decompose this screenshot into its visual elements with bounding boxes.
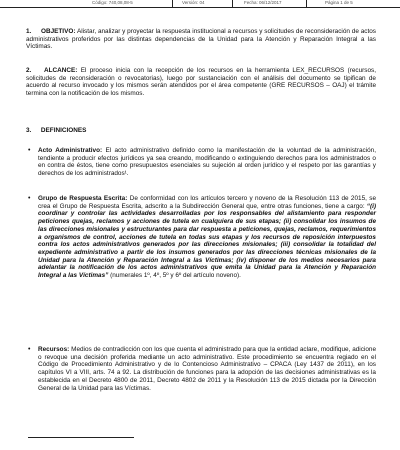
section-title: ALCANCE:	[44, 67, 78, 74]
header-version: Versión: 04	[182, 0, 205, 5]
section-number: 3.	[26, 127, 32, 134]
bullet-icon: •	[28, 147, 31, 154]
header-code: Código: 740,08,08-5	[92, 0, 133, 5]
definition-text: El acto administrativo definido como la manifestación de la voluntad de la administración, tendiente a producir efectos jurídicos ya sea creando, modificando o extinguiendo derechos para los administrados o en contra de éstos, tiene como presupuestos esenciales su sujeción al orden jurídico y el respeto por las garantías y derechos de los administrados¹.	[38, 147, 376, 178]
header-date: Fecha: 06/12/2017	[244, 0, 282, 5]
definition-term: Acto Administrativo:	[38, 147, 103, 154]
definition-grupo-respuesta	[38, 195, 376, 280]
definition-quote: “(i) coordinar y controlar las actividades desarrolladas por los responsables del alistamiento para responder peticiones quejas, reclamos y acciones de tutela en cualquiera de sus etapas; (ii) consolidar los insumos de las direcciones misionales y estructurantes para dar respuesta a peticiones, quejas, reclamos, requerimientos a organismos de control, acciones de tutela en todas sus etapas y los recursos de reposición interpuestos contra los actos administrativos generados por las direcciones misionales; (iii) consolidar la totalidad del expediente administrativo a partir de los insumos generados por las direcciones técnicas misionales de la Unidad para la Atención y Reparación Integral a las Víctimas; (iv) disponer de los medios necesarios para adelantar la notificación de los actos administrativos que emita la Unidad para la Atención y Reparación Integral a las Víctimas”	[38, 202, 376, 280]
definition-acto-administrativo	[38, 147, 376, 178]
section-title: DEFINICIONES	[40, 127, 87, 134]
document-header	[0, 0, 400, 8]
definition-term: Grupo de Respuesta Escrita:	[38, 195, 128, 202]
definition-text: Medios de contradicción con los que cuenta el administrado para que la entidad aclare, modifique, adicione o revoque una decisión proferida mediante un acto administrativo. Este procedimiento se encuentra regiado en el Código de Procedimiento Administrativo y de lo Contencioso Administrativo – CPACA (Ley 1437 de 2011), en los capítulos VI a VIII, arts. 74 a 92. La distribución de funciones para la adopción de las decisiones administrativas es la establecida en el Decreto 4800 de 2011, Decreto 4802 de 2011 y la Resolución 113 de 2015 dictada por la Dirección General de la Unidad para las Víctimas.	[38, 346, 376, 392]
definition-text: De conformidad con los artículos tercero y noveno de la Resolución 113 de 2015, se crea el Grupo de Respuesta Escrita, adscrito a la Subdirección General que, entre otras funciones, tiene a cargo:	[38, 195, 377, 210]
bullet-icon: •	[28, 195, 31, 202]
section-number: 1.	[26, 28, 32, 35]
section-text: El proceso inicia con la recepción de los recursos en la herramienta LEX_RECURSOS (recursos, solicitudes de reconsideración o revocatorias), luego por sustanciación con el análisis del documento se tipifican de acuerdo al recurso invocado y los mismos serán atendidos por el área competente (GRE RECURSOS – OAJ) el trámite termina con la notificación de los mismos.	[26, 67, 377, 98]
definition-recursos	[38, 346, 376, 392]
section-number: 2.	[26, 67, 32, 74]
header-page: Página 1 de 5	[325, 0, 353, 5]
section-scope	[26, 67, 376, 98]
section-text: Alistar, analizar y proyectar la respuesta institucional a recursos y solicitudes de reconsideración de actos administrativos proferidos por las distintas dependencias de la Unidad para la Atención y Reparación Integral a las Víctimas.	[26, 28, 376, 51]
section-title: OBJETIVO:	[41, 28, 76, 35]
section-definitions-heading	[26, 127, 86, 135]
footnote-rule	[28, 437, 134, 438]
definition-citation: (numerales 1º, 4º, 5º y 6º del artículo noveno).	[110, 272, 241, 280]
section-objective	[26, 28, 376, 51]
bullet-icon: •	[28, 346, 31, 353]
definition-term: Recursos:	[38, 346, 70, 353]
